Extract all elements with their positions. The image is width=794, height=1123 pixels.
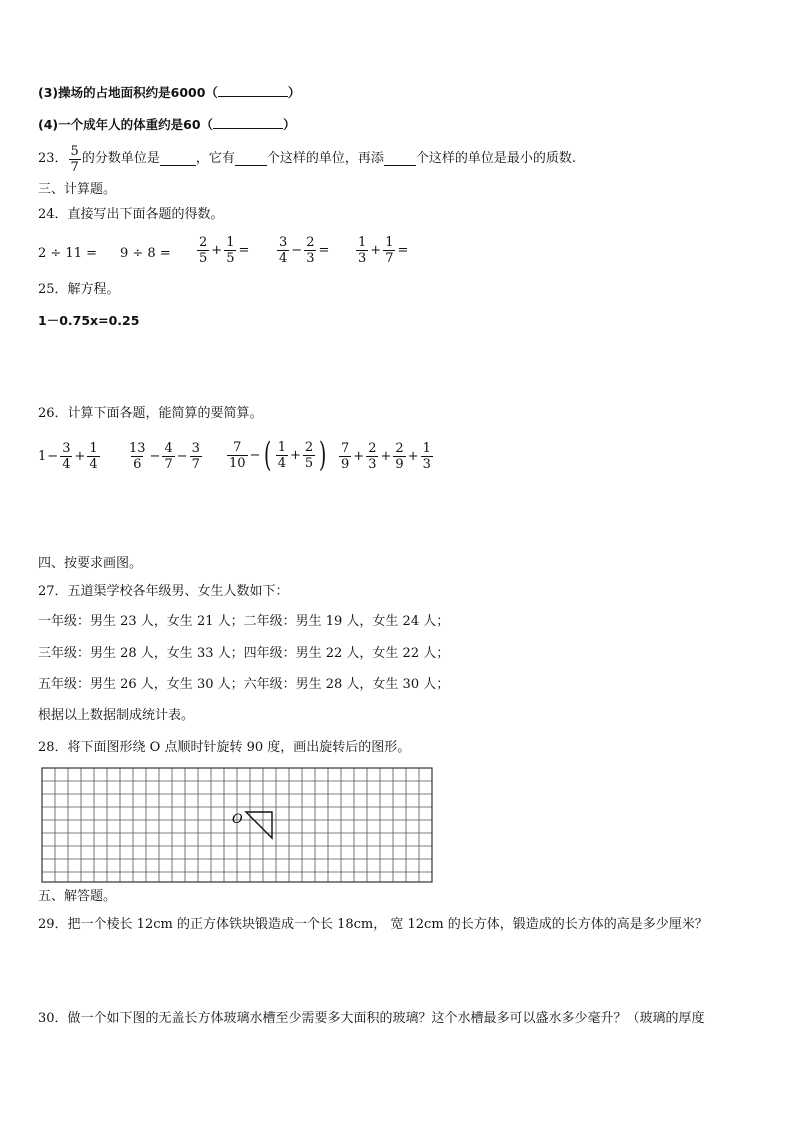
q22-part3 (38, 84, 300, 101)
question-23 (38, 142, 576, 176)
q22-part4 (38, 116, 296, 133)
fraction-numerator: 3 (62, 441, 71, 456)
fraction-numerator: 2 (306, 235, 315, 250)
fraction-denominator: 3 (306, 251, 315, 266)
operator: + (353, 449, 365, 464)
answer-blank[interactable] (218, 84, 288, 97)
right-parenthesis: ) (319, 435, 327, 475)
q26-expr-1 (38, 441, 101, 472)
question-24: 24．直接写出下面各题的得数。 (38, 207, 224, 222)
q24-expr-4 (276, 235, 330, 266)
fraction (190, 441, 202, 472)
grid-svg (41, 767, 435, 885)
q24-expr-2 (120, 236, 171, 270)
operator: + (74, 449, 86, 464)
fraction-numerator: 1 (422, 441, 431, 456)
fraction-denominator: 7 (70, 159, 79, 175)
operator: − (249, 447, 261, 463)
fraction (393, 441, 405, 472)
section-5-title: 五、解答题。 (38, 889, 117, 904)
whole-number: 1 (38, 449, 47, 464)
question-28: 28．将下面图形绕 O 点顺时针旋转 90 度，画出旋转后的图形。 (38, 740, 411, 755)
fraction (224, 235, 236, 266)
rotation-grid[interactable] (41, 767, 435, 889)
q25-equation: 1－0.75x=0.25 (38, 313, 140, 328)
q27-line-2: 三年级：男生 28 人，女生 33 人；四年级：男生 22 人，女生 22 人； (38, 646, 450, 661)
answer-blank[interactable] (235, 153, 267, 166)
fraction (303, 440, 315, 471)
fraction-denominator: 7 (164, 457, 173, 472)
question-26: 26．计算下面各题，能简算的要简算。 (38, 406, 263, 421)
q27-line-1: 一年级：男生 23 人，女生 21 人；二年级：男生 19 人，女生 24 人； (38, 614, 450, 629)
fraction (127, 441, 148, 472)
answer-blank[interactable] (384, 153, 416, 166)
fraction-numerator: 4 (164, 441, 173, 456)
fraction-numerator: 2 (199, 235, 208, 250)
q23-text3: 个这样的单位，再添 (266, 151, 384, 166)
q22-part3-close: ） (287, 85, 301, 100)
fraction (356, 235, 368, 266)
question-27: 27．五道渠学校各年级男、女生人数如下： (38, 584, 289, 599)
question-25: 25．解方程。 (38, 282, 120, 297)
question-29: 29．把一个棱长 12cm 的正方体铁块锻造成一个长 18cm， 宽 12cm 的长方体，锻造成的长方体的高是多少厘米？ (38, 917, 708, 932)
q26-expr-4 (338, 441, 434, 472)
q24-expr-5 (355, 235, 409, 266)
fraction (304, 235, 316, 266)
operator: − (176, 449, 188, 464)
fraction-numerator: 1 (226, 235, 235, 250)
fraction-denominator: 4 (89, 457, 98, 472)
q22-part4-close: ） (283, 117, 296, 132)
fraction-numerator: 2 (368, 441, 377, 456)
fraction-numerator: 1 (89, 441, 98, 456)
fraction-numerator: 13 (129, 441, 146, 456)
q24-expr-3 (196, 235, 250, 266)
operator: − (47, 449, 59, 464)
fraction-denominator: 4 (62, 457, 71, 472)
fraction (277, 235, 289, 266)
q26-expr-2 (126, 441, 203, 472)
fraction (383, 235, 395, 266)
left-parenthesis: ( (264, 435, 272, 475)
fraction-numerator: 1 (277, 439, 286, 455)
fraction (60, 441, 72, 472)
fraction (421, 441, 433, 472)
q22-part4-text: (4)一个成年人的体重约是60（ (38, 117, 214, 132)
equals-sign: = (318, 243, 330, 258)
answer-blank[interactable] (160, 153, 196, 166)
operator: − (291, 243, 303, 258)
fraction-denominator: 3 (368, 457, 377, 472)
fraction-numerator: 3 (279, 235, 288, 250)
fraction-numerator: 7 (233, 439, 242, 455)
q26-expr-3 (226, 435, 329, 475)
fraction (339, 441, 351, 472)
equals-sign: = (397, 243, 409, 258)
q23-text1: 的分数单位是 (81, 151, 160, 166)
question-30: 30．做一个如下图的无盖长方体玻璃水槽至少需要多大面积的玻璃？这个水槽最多可以盛水多少毫升？（玻璃的厚度 (38, 1011, 705, 1026)
fraction-denominator: 5 (199, 251, 208, 266)
q27-line-3: 五年级：男生 26 人，女生 30 人；六年级：男生 28 人，女生 30 人； (38, 677, 450, 692)
fraction-denominator: 4 (277, 455, 286, 471)
fraction (276, 440, 288, 471)
operator: − (149, 449, 161, 464)
fraction (162, 441, 174, 472)
fraction-numerator: 7 (341, 441, 350, 456)
fraction-denominator: 5 (226, 251, 235, 266)
operator: + (290, 447, 301, 463)
fraction-numerator: 3 (191, 441, 200, 456)
section-4-title: 四、按要求画图。 (38, 556, 143, 571)
q23-number: 23． (38, 151, 68, 166)
answer-blank[interactable] (213, 116, 283, 129)
operator: + (380, 449, 392, 464)
fraction-denominator: 6 (133, 457, 142, 472)
fraction-denominator: 10 (229, 455, 246, 471)
fraction-denominator: 7 (385, 251, 394, 266)
q23-text4: 个这样的单位是最小的质数. (415, 151, 577, 166)
q23-fraction (69, 144, 81, 175)
fraction (197, 235, 209, 266)
fraction-numerator: 5 (70, 143, 79, 159)
operator: + (370, 243, 382, 258)
fraction-denominator: 7 (191, 457, 200, 472)
q23-text2: ，它有 (195, 151, 235, 166)
expr-text: 9 ÷ 8 = (120, 245, 171, 261)
fraction-numerator: 1 (358, 235, 367, 250)
point-o-label: O (232, 812, 243, 827)
fraction-denominator: 9 (341, 457, 350, 472)
expr-text: 2 ÷ 11 = (38, 245, 97, 261)
fraction (87, 441, 99, 472)
fraction (227, 440, 248, 471)
q27-line-4: 根据以上数据制成统计表。 (38, 708, 195, 723)
q22-part3-text: (3)操场的占地面积约是6000（ (38, 85, 218, 100)
equals-sign: = (238, 243, 250, 258)
fraction-denominator: 9 (395, 457, 404, 472)
operator: + (211, 243, 223, 258)
fraction (366, 441, 378, 472)
q24-expr-1 (38, 236, 97, 270)
fraction-denominator: 4 (279, 251, 288, 266)
fraction-numerator: 2 (395, 441, 404, 456)
section-3-title: 三、计算题。 (38, 182, 117, 197)
operator: + (407, 449, 419, 464)
fraction-denominator: 5 (304, 455, 314, 471)
fraction-numerator: 2 (304, 439, 314, 455)
fraction-denominator: 3 (422, 457, 431, 472)
fraction-numerator: 1 (385, 235, 394, 250)
fraction-denominator: 3 (358, 251, 367, 266)
